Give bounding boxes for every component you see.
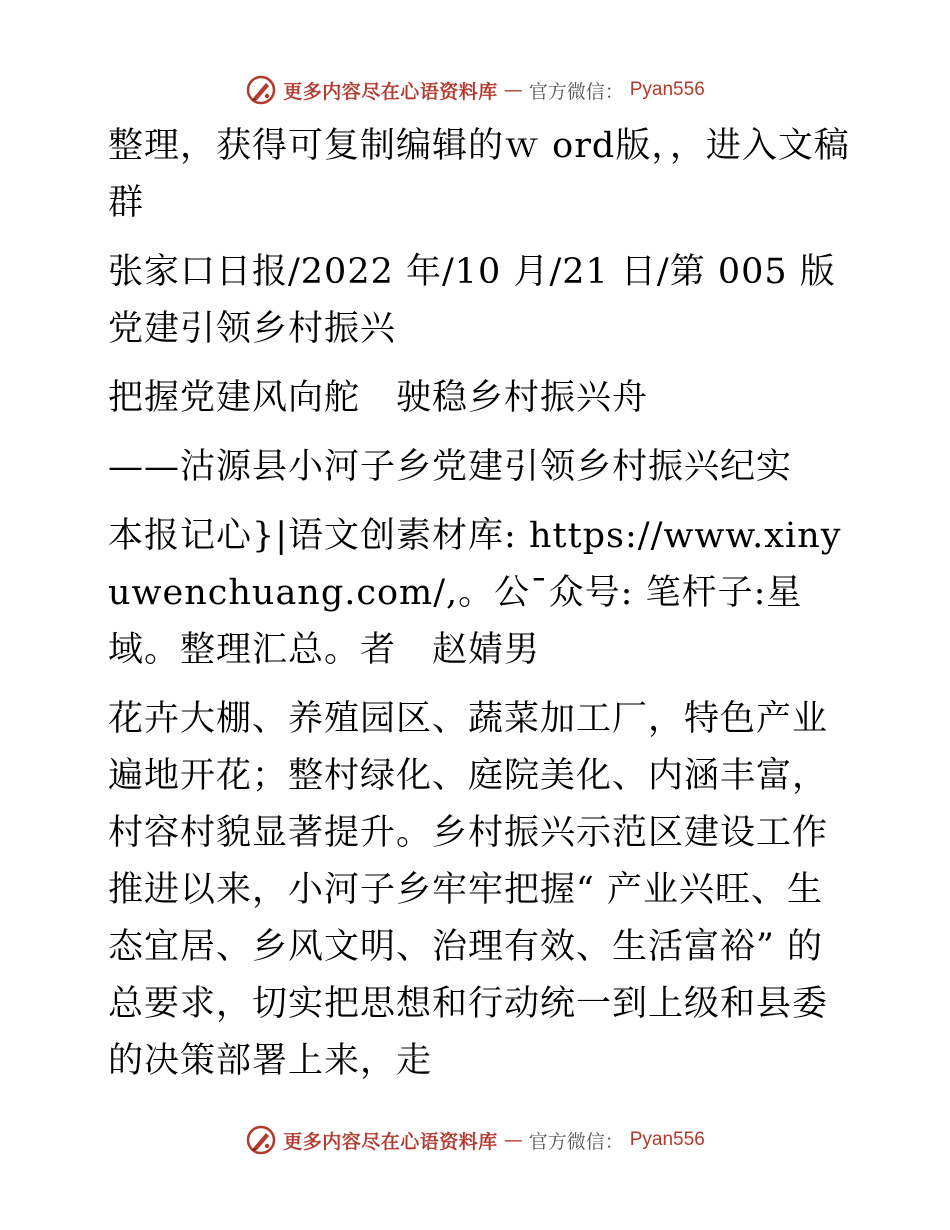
article-title: 把握党建风向舵 驶稳乡村振兴舟 (108, 378, 649, 418)
article-subtitle: ——沽源县小河子乡党建引领乡村振兴纪实 (108, 447, 793, 487)
pen-logo-icon (245, 74, 277, 106)
header-account: Pyan556 (629, 79, 705, 100)
footer-official-label: 官方微信： (528, 1130, 624, 1153)
header-dash: — (503, 79, 523, 101)
paragraph-source: 张家口日报/2022 年/10 月/21 日/第 005 版党建引领乡村振兴 (108, 252, 836, 349)
paragraph-intro: 整理，获得可复制编辑的ｗ ord版，，进入文稿群 (108, 126, 850, 223)
page-footer (0, 1120, 950, 1160)
paragraph-body: 花卉大棚、养殖园区、蔬菜加工厂，特色产业遍地开花；整村绿化、庭院美化、内涵丰富，村容村貌显著提升。乡村振兴示范区建设工作推进以来，小河子乡牢牢把握“ 产业兴旺、生态宜居、乡风文明、治理有效、生活富裕” 的总要求，切实把思想和行动统一到上级和县委的决策部署上来，走 (108, 699, 829, 1081)
paragraph-reporter: 本报记心}|语文创素材库: https://www.xinyuwenchuang.com/,。公¯众号: 笔杆子:星域。整理汇总。者 赵婧男 (108, 516, 842, 670)
document-body (96, 118, 856, 1090)
header-official-label: 官方微信： (528, 80, 624, 103)
pen-logo-icon (245, 1124, 277, 1156)
footer-brand-text: 更多内容尽在心语资料库 (283, 1130, 498, 1153)
page-header (0, 70, 950, 110)
footer-dash: — (503, 1129, 523, 1151)
header-brand-text: 更多内容尽在心语资料库 (283, 80, 498, 103)
footer-account: Pyan556 (629, 1129, 705, 1150)
